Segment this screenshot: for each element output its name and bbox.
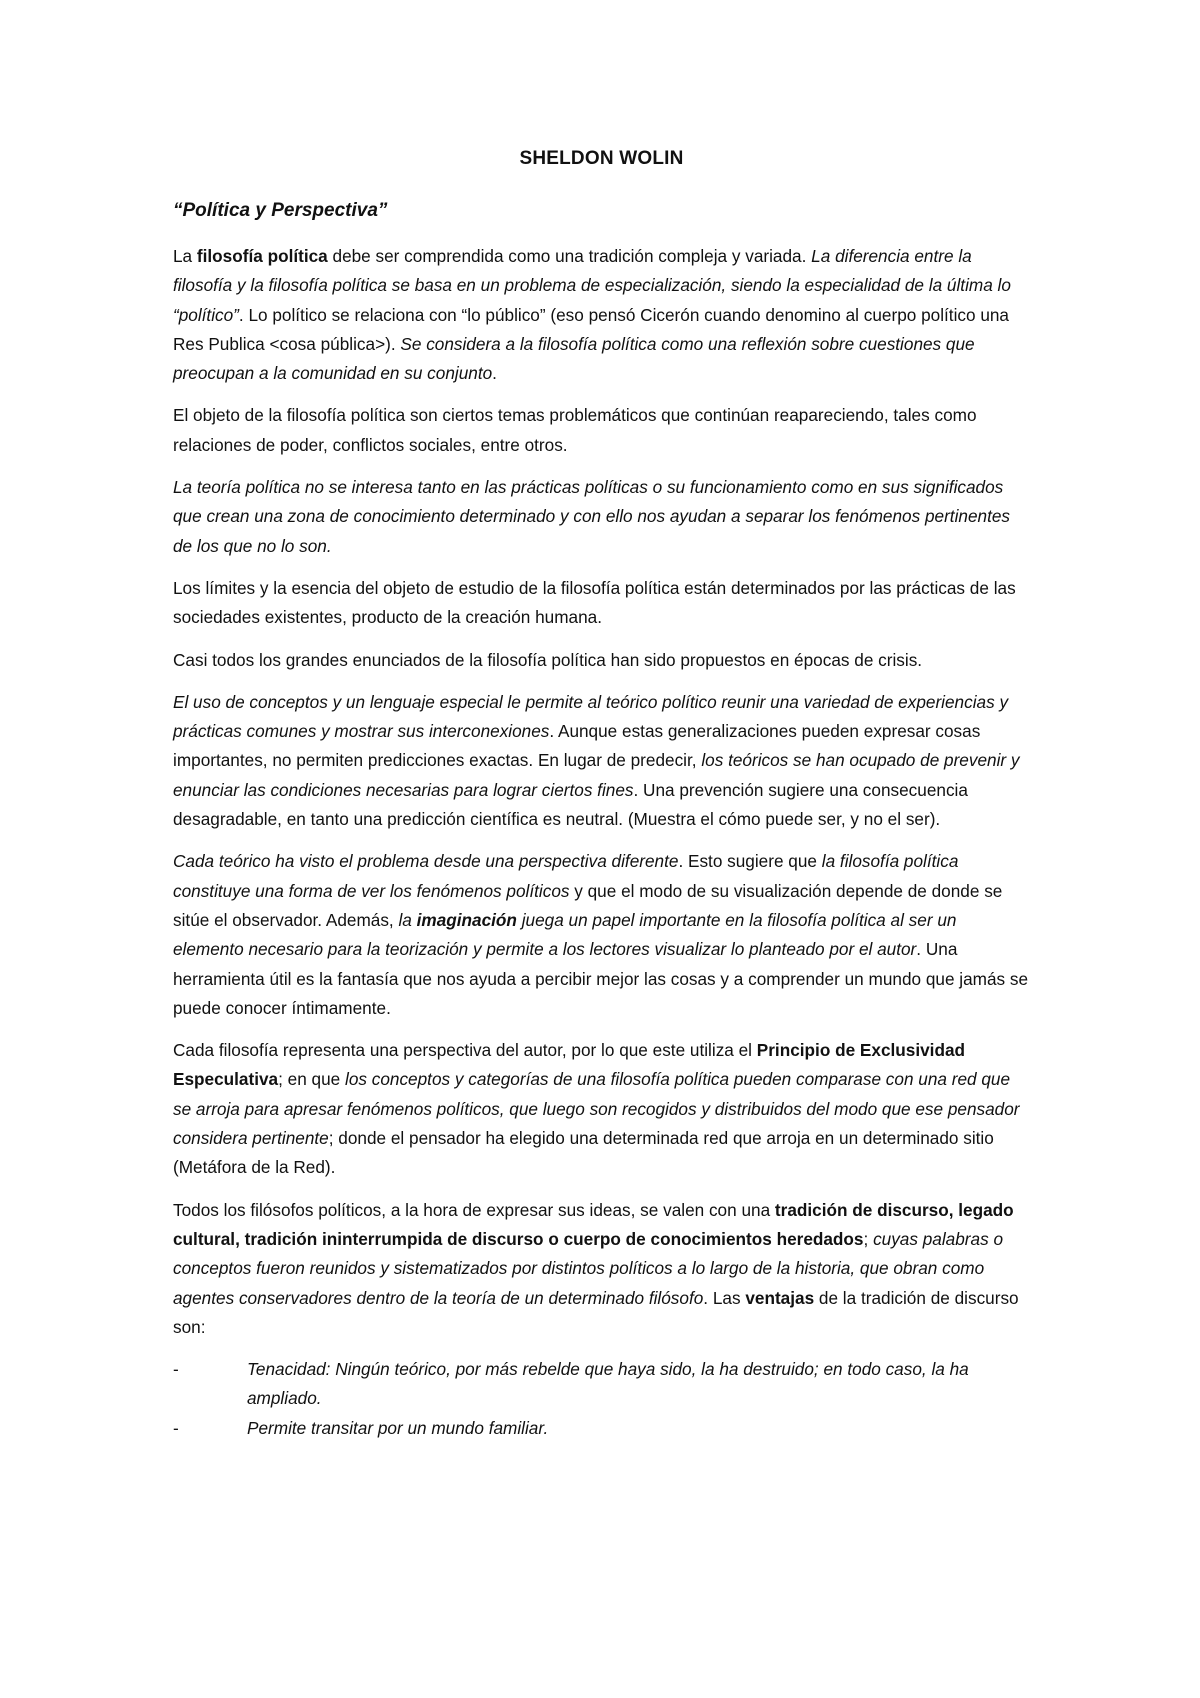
text-run: . bbox=[492, 363, 497, 384]
paragraph-7 bbox=[173, 847, 1030, 1023]
text-run: . Una herramienta útil es la fantasía que nos ayuda a percibir mejor las cosas y a comprender un mundo que jamás se puede conocer íntimamente. bbox=[173, 939, 1029, 1018]
paragraph-4: Los límites y la esencia del objeto de estudio de la filosofía política están determinados por las prácticas de las sociedades existentes, producto de la creación humana. bbox=[173, 577, 1016, 628]
list-item bbox=[173, 1355, 1030, 1414]
italic-run: los conceptos y categorías de una filosofía política pueden comparase con una red que se arroja para apresar fenómenos políticos, que luego son recogidos y distribuidos del modo que ese pensador considera pertinente bbox=[173, 1069, 1020, 1149]
paragraph-9 bbox=[173, 1196, 1030, 1342]
text-run: . Lo político se relaciona con “lo público” (eso pensó Cicerón cuando denomino al cuerpo político una Res Publica <cosa pública>). bbox=[173, 304, 1009, 354]
italic-run: la filosofía política constituye una forma de ver los fenómenos políticos bbox=[173, 851, 959, 901]
text-run: ; en que bbox=[278, 1069, 345, 1090]
paragraph-1 bbox=[173, 242, 1030, 388]
bullet-marker: - bbox=[173, 1359, 179, 1380]
italic-run: juega un papel importante en la filosofía política al ser un elemento necesario para la teorización y permite a los lectores visualizar lo planteado por el autor bbox=[173, 909, 957, 960]
paragraph-3 bbox=[173, 473, 1030, 561]
bullet-marker: - bbox=[173, 1417, 179, 1438]
list-item bbox=[173, 1414, 1030, 1443]
bold-run: filosofía política bbox=[196, 246, 328, 266]
paragraph-5: Casi todos los grandes enunciados de la filosofía política han sido propuestos en épocas de crisis. bbox=[173, 649, 923, 670]
paragraph-6 bbox=[173, 688, 1030, 834]
text-run: Cada filosofía representa una perspectiva del autor, por lo que este utiliza el bbox=[173, 1040, 757, 1061]
text-run: ; donde el pensador ha elegido una determinada red que arroja en un determinado sitio (Metáfora de la Red). bbox=[173, 1128, 994, 1178]
paragraph-8 bbox=[173, 1036, 1030, 1182]
bullet-list bbox=[173, 1355, 1030, 1443]
text-run: . Las bbox=[703, 1287, 746, 1308]
italic-run: Cada teórico ha visto el problema desde una perspectiva diferente bbox=[173, 851, 679, 872]
text-run: . Esto sugiere que bbox=[678, 851, 822, 872]
text-run: . Aunque estas generalizaciones pueden expresar cosas importantes, no permiten predicciones exactas. En lugar de predecir, bbox=[173, 721, 981, 771]
document-title: SHELDON WOLIN bbox=[519, 148, 684, 169]
text-run: de la tradición de discurso son: bbox=[173, 1287, 1019, 1337]
bold-run: tradición de discurso, legado cultural, tradición ininterrumpida de discurso o cuerpo de conocimientos heredados bbox=[173, 1199, 1014, 1249]
italic-run: La diferencia entre la filosofía y la filosofía política se basa en un problema de especialización, siendo la especialidad de la última lo “político” bbox=[173, 246, 1011, 325]
italic-run: Se considera a la filosofía política como una reflexión sobre cuestiones que preocupan a la comunidad en su conjunto bbox=[173, 333, 975, 384]
list-item-text: Tenacidad: Ningún teórico, por más rebelde que haya sido, la ha destruido; en todo caso, la ha ampliado. bbox=[247, 1359, 969, 1409]
bold-run: imaginación bbox=[416, 909, 517, 930]
text-run: debe ser comprendida como una tradición compleja y variada. bbox=[327, 246, 812, 266]
text-run: . Una prevención sugiere una consecuencia desagradable, en tanto una predicción científica es neutral. (Muestra el cómo puede ser, y no el ser). bbox=[173, 779, 968, 830]
text-run: La bbox=[173, 246, 197, 266]
text-run: y que el modo de su visualización depende de donde se sitúe el observador. Además, bbox=[173, 880, 1003, 930]
list-item-text: Permite transitar por un mundo familiar. bbox=[247, 1417, 549, 1438]
italic-run: cuyas palabras o conceptos fueron reunidos y sistematizados por distintos políticos a lo largo de la historia, que obran como agentes conservadores dentro de la teoría de un determinado filósofo bbox=[173, 1228, 1004, 1308]
italic-run: los teóricos se han ocupado de prevenir y enunciar las condiciones necesarias para lograr ciertos fines bbox=[173, 750, 1020, 800]
paragraph-2: El objeto de la filosofía política son ciertos temas problemáticos que continúan reapareciendo, tales como relaciones de poder, conflictos sociales, entre otros. bbox=[173, 405, 977, 455]
text-run: Todos los filósofos políticos, a la hora de expresar sus ideas, se valen con una bbox=[173, 1199, 775, 1220]
italic-run: La teoría política no se interesa tanto en las prácticas políticas o su funcionamiento como en sus significados que crean una zona de conocimiento determinado y con ello nos ayudan a separar los fenómenos pertinentes de los que no lo son. bbox=[173, 477, 1011, 556]
bold-run: ventajas bbox=[745, 1287, 815, 1308]
italic-run: la bbox=[398, 909, 417, 930]
bold-italic-run bbox=[417, 910, 517, 930]
bold-run: Principio de Exclusividad Especulativa bbox=[173, 1040, 966, 1090]
italic-run: El uso de conceptos y un lenguaje especial le permite al teórico político reunir una variedad de experiencias y prácticas comunes y mostrar sus interconexiones bbox=[173, 691, 1009, 742]
document-subtitle: “Política y Perspectiva” bbox=[173, 200, 388, 221]
text-run: ; bbox=[863, 1228, 874, 1249]
